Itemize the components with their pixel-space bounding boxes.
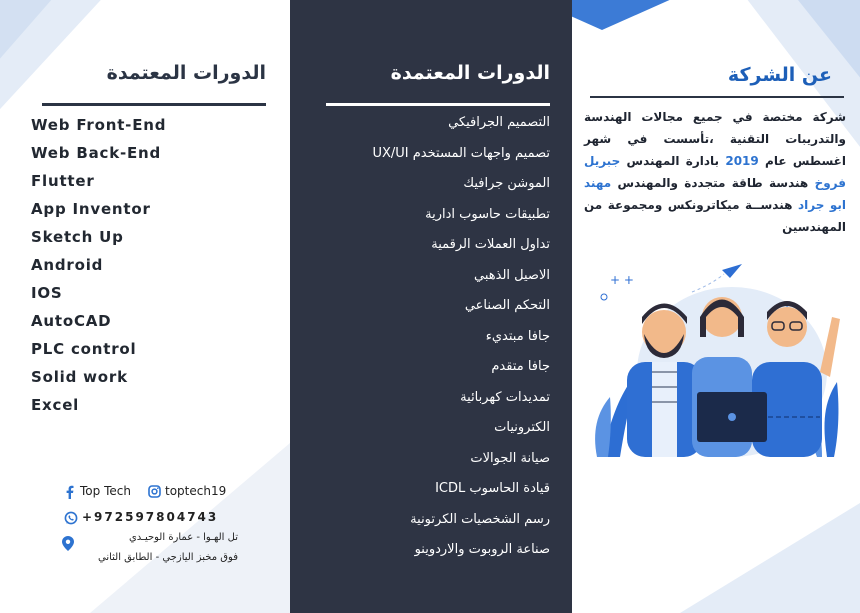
title-underline bbox=[590, 96, 844, 98]
list-item: App Inventor bbox=[31, 200, 151, 218]
founding-year: 2019 bbox=[725, 154, 759, 168]
list-item: صيانة الجوالات bbox=[470, 450, 550, 466]
engineer-name: جبريل فروخ bbox=[584, 154, 846, 190]
arabic-courses-list bbox=[310, 112, 550, 570]
instagram-row bbox=[148, 484, 226, 498]
list-item: تطبيقات حاسوب ادارية bbox=[425, 206, 550, 222]
list-item: Android bbox=[31, 256, 104, 274]
address-line-1: تل الهـوا - عمارة الوحيـدي bbox=[128, 532, 238, 543]
list-item: التصميم الجرافيكي bbox=[448, 115, 550, 130]
list-item: جافا متقدم bbox=[491, 359, 550, 374]
list-item: Excel bbox=[31, 396, 80, 414]
facebook-icon bbox=[64, 485, 76, 499]
list-item: الاصيل الذهبي bbox=[474, 267, 550, 283]
address-line bbox=[62, 532, 238, 543]
list-item: Sketch Up bbox=[31, 228, 124, 246]
about-title: عن الشركة bbox=[727, 64, 832, 86]
instagram-icon bbox=[148, 485, 161, 498]
list-item: تمديدات كهربائية bbox=[460, 389, 550, 405]
engineer-name: مهند ابو جراد bbox=[584, 176, 846, 212]
list-item: تداول العملات الرقمية bbox=[431, 237, 550, 252]
list-item: Web Front-End bbox=[31, 116, 167, 134]
facebook-row bbox=[64, 484, 131, 499]
middle-title: الدورات المعتمدة bbox=[390, 62, 550, 84]
location-pin-icon bbox=[62, 536, 74, 551]
list-item: رسم الشخصيات الكرتونية bbox=[410, 511, 550, 527]
list-item: الموشن جرافيك bbox=[463, 176, 550, 191]
title-underline bbox=[326, 103, 550, 106]
about-text-part: شركة مختصة في جميع مجالات الهندسة والتدريبات التقنية ،تأسست في شهر اغسطس عام bbox=[584, 110, 846, 168]
about-text-part: هندســة ميكاترونكس ومجموعة من المهندسين bbox=[584, 198, 846, 234]
right-panel bbox=[572, 0, 860, 613]
about-text-part: هندسة طاقة متجددة والمهندس bbox=[611, 176, 815, 190]
middle-panel bbox=[290, 0, 572, 613]
address-line bbox=[62, 552, 238, 563]
address-line-2: فوق مخبز اليازجي - الطابق الثاني bbox=[98, 552, 238, 563]
left-panel bbox=[0, 0, 290, 613]
list-item: PLC control bbox=[31, 340, 137, 358]
team-illustration bbox=[592, 262, 842, 462]
list-item: تصميم واجهات المستخدم UX/UI bbox=[372, 145, 550, 161]
phone-row bbox=[64, 510, 218, 525]
list-item: Flutter bbox=[31, 172, 95, 190]
about-text-part: بادارة المهندس bbox=[620, 154, 726, 168]
decor-triangle bbox=[572, 0, 692, 30]
list-item: Solid work bbox=[31, 368, 128, 386]
decor-triangle bbox=[680, 503, 860, 613]
whatsapp-icon bbox=[64, 511, 78, 525]
list-item: صناعة الروبوت والاردوينو bbox=[414, 542, 550, 557]
list-item: الكترونيات bbox=[494, 420, 550, 435]
phone-number: +972597804743 bbox=[82, 510, 219, 524]
english-courses-list bbox=[31, 116, 166, 424]
list-item: التحكم الصناعي bbox=[464, 298, 550, 313]
decor-triangle bbox=[90, 443, 290, 613]
list-item: AutoCAD bbox=[31, 312, 112, 330]
list-item: جافا مبتديء bbox=[485, 328, 550, 344]
about-paragraph bbox=[584, 106, 846, 238]
instagram-handle: toptech19 bbox=[165, 484, 227, 498]
list-item: IOS bbox=[31, 284, 63, 302]
title-underline bbox=[42, 103, 266, 106]
facebook-handle: Top Tech bbox=[80, 484, 131, 498]
decor-triangle bbox=[0, 0, 60, 70]
list-item: Web Back-End bbox=[31, 144, 162, 162]
left-title: الدورات المعتمدة bbox=[106, 62, 266, 84]
svg-text:+ +: + + bbox=[610, 273, 634, 287]
list-item: قيادة الحاسوب ICDL bbox=[435, 481, 550, 496]
